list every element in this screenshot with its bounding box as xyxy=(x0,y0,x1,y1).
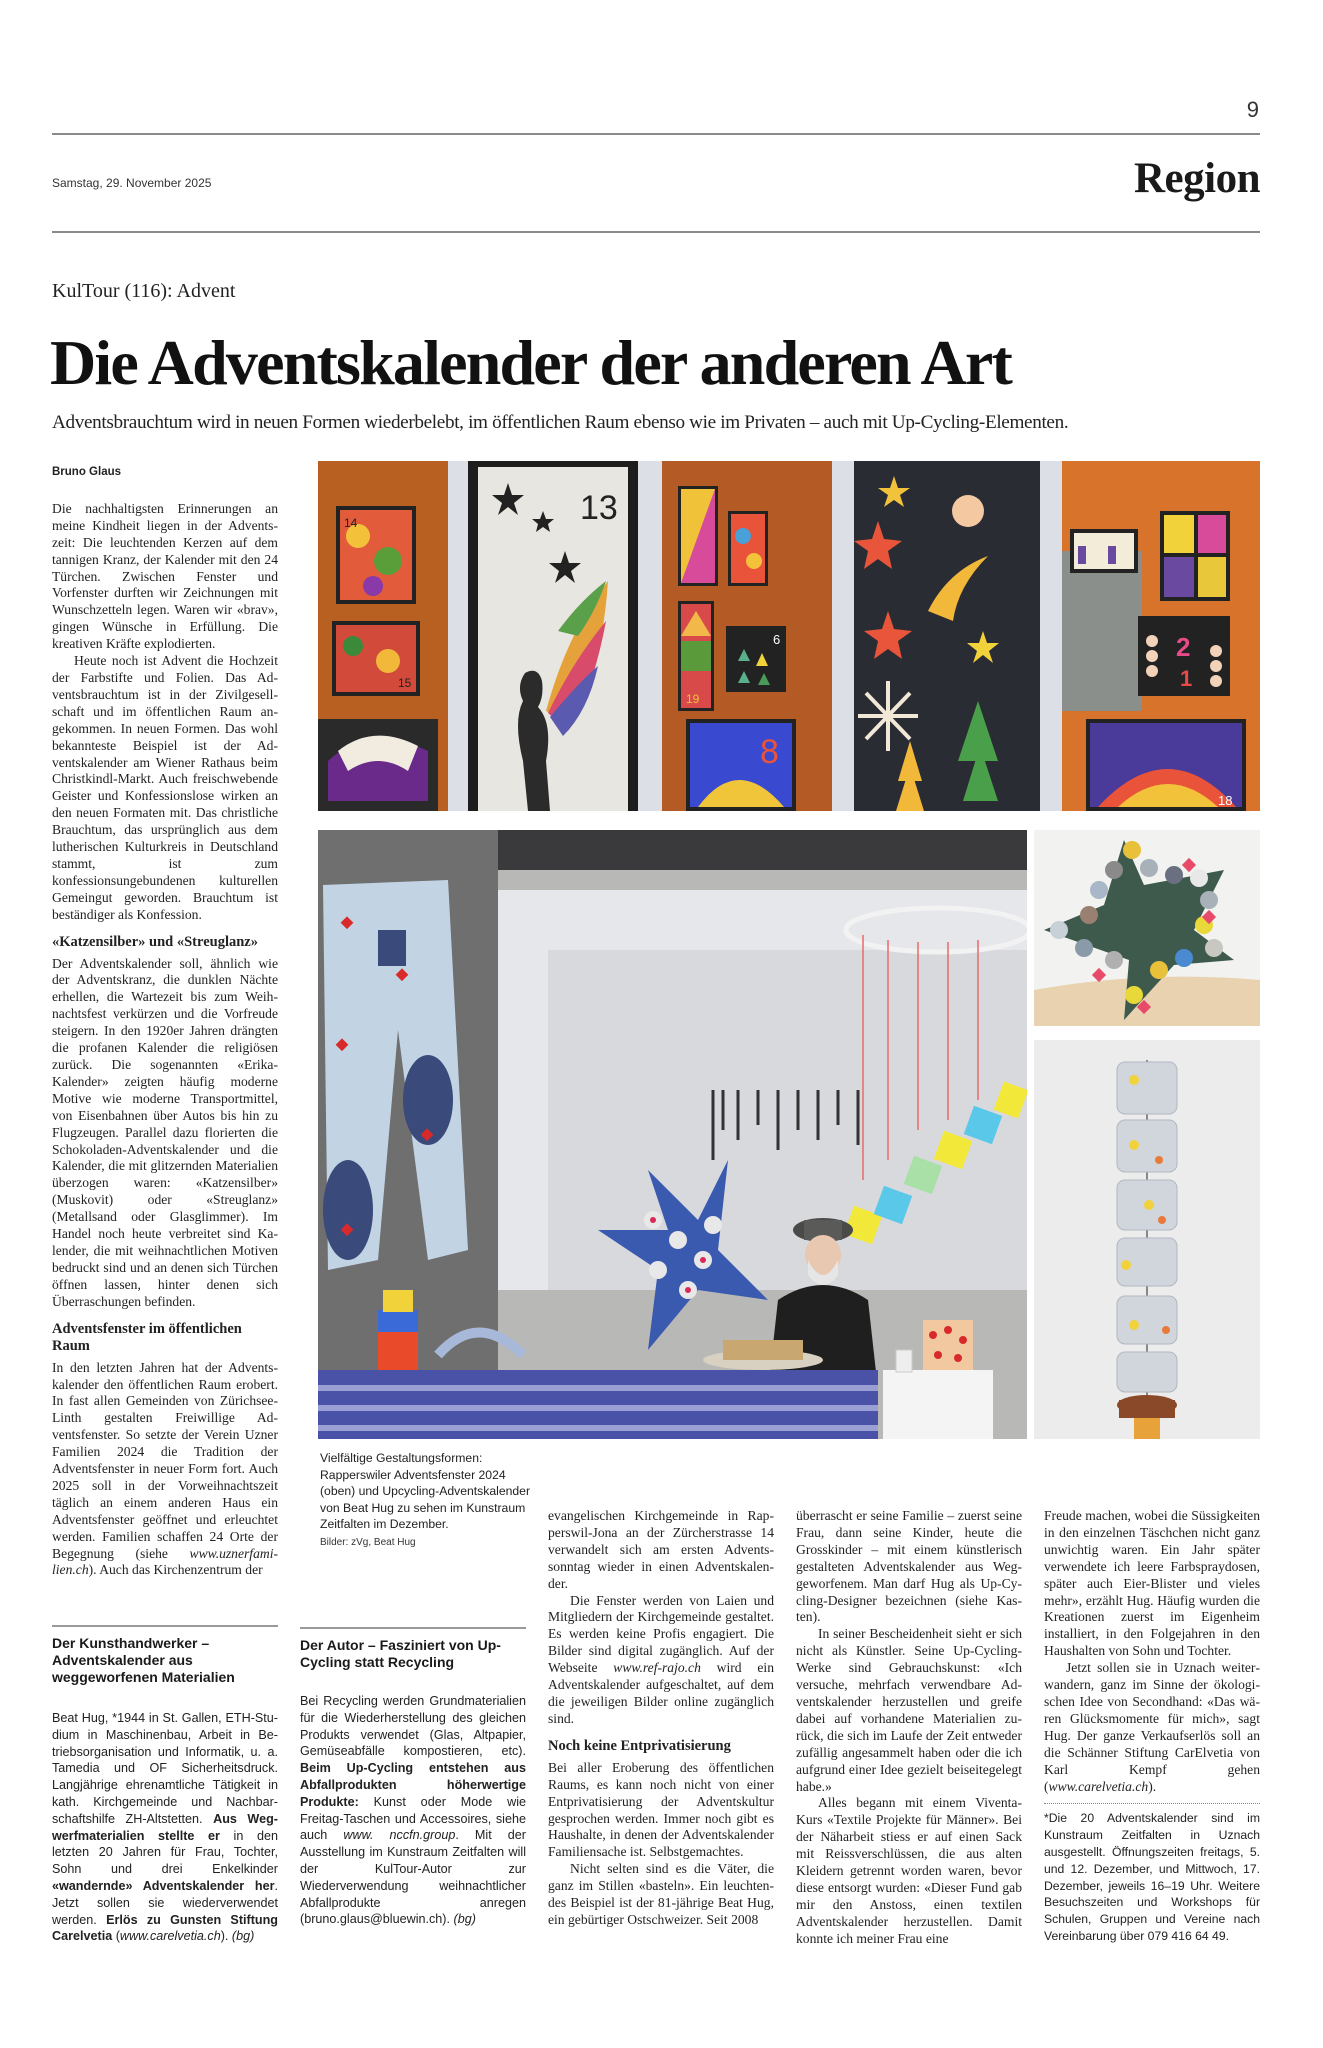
paragraph: Alles begann mit einem Viventa-Kurs «Textile Projekte für Männer». Bei der Näharbeit stiess er auf einen Sack mit Reissverschlüssen, die aus alten Kleidern getrennt worden waren, bevor diese entsorgt wurden: «Dieser Fund gab mir den Anstoss, einen textilen Adventskalender herzustellen. Damit konnte ich meiner Frau eine xyxy=(796,1795,1022,1946)
paragraph: Bei aller Eroberung des öffentlichen Raums, es kann noch nicht von einer Entprivatisierung der Adventskultur gesprochen werden. Immer noch gibt es Haushalte, in denen der Adventskalender Familiensache ist. Selbstgemachtes. xyxy=(548,1759,774,1860)
article-column-5 xyxy=(1044,1508,1260,1945)
text: Beat Hug, *1944 in St. Gallen, ETH-Studium in Maschinenbau, Arbeit in Betriebsorganisation und Informatik, u. a. Tamedia und OF Sicherheitsdruck. Langjährige ehrenamtliche Tätigkeit in kath. Kirchgemeinde und Nachbarschaftshilfe ZH-Altstetten. xyxy=(52,1711,278,1826)
window-number: 1 xyxy=(1180,666,1193,691)
header-rule-top xyxy=(52,133,1260,135)
section-title: Region xyxy=(1134,155,1260,202)
page-number: 9 xyxy=(1246,97,1259,122)
info-box-craftsman xyxy=(52,1625,278,1945)
window-number: 15 xyxy=(398,676,412,690)
text: Bei Recycling werden Grundmaterialien für die Wiederherstellung des gleichen Produkts verwendet (Glas, Altpapier, Gemüseabfälle kompostieren, etc). xyxy=(300,1694,526,1759)
paragraph: In seiner Bescheidenheit sieht er sich nicht als Künstler. Seine Up-Cycling-Werke sind Gebrauchskunst: «Ich versuche, mehrfach verwendbare Adventskalender herzustellen und greife dabei auf vorhandene Materialien zurück, die sich im Laufe der Zeit entweder zufällig angesammelt haben oder die ich aufgrund einer Idee gezielt beiseitegelegt habe.» xyxy=(796,1626,1022,1794)
paragraph xyxy=(548,1593,774,1728)
issue-date: Samstag, 29. November 2025 xyxy=(52,176,212,190)
article-kicker: KulTour (116): Advent xyxy=(52,280,236,302)
text: ( xyxy=(112,1929,120,1944)
link-carelvetia[interactable]: www.carelvetia.ch xyxy=(1048,1778,1149,1794)
window-number: 6 xyxy=(773,632,781,647)
header-rule-bottom xyxy=(52,231,1260,233)
bold-text: Erlös zu Gunsten Stiftung Carelvetia xyxy=(52,1912,278,1944)
author-initials: (bg) xyxy=(453,1912,476,1927)
link-uznerfamilien[interactable]: www.uznerfamilien.ch xyxy=(52,1545,278,1578)
link-nccfn[interactable]: www. nccfn.group xyxy=(343,1828,456,1843)
paragraph: Die nachhaltigsten Erinnerungen an meine Kindheit liegen in der Adventszeit: Die leuchtenden Kerzen auf dem tannigen Kranz, der Kalender mit den 24 Türchen. Zwischen Fenster und Vorfenster durften wir Zeichnungen mit Wunschzetteln legen. Waren wir «brav», gingen Wünsche in Erfüllung. Die kreativen Kräfte explodierten. xyxy=(52,500,278,652)
box-rule xyxy=(52,1625,278,1627)
text: . Mit der Ausstellung im Kunstraum Zeitfalten will der KulTour-Autor zur Wiederverwendung weihnachtlicher Abfallprodukte anregen (bruno.glaus@bluewin.ch). xyxy=(300,1828,526,1927)
subheading: Adventsfenster im öffentlichen Raum xyxy=(52,1320,242,1354)
link-ref-rajo[interactable]: www.ref-rajo.ch xyxy=(613,1660,701,1676)
text: wird ein Adventskalender aufgeschaltet, auf dem die jeweiligen Bilder online zugänglich sind. xyxy=(548,1660,774,1726)
info-box-author xyxy=(300,1627,526,1928)
text: in den letzten 20 Jahren für Frau, Tochter, Sohn und drei Enkelkinder xyxy=(52,1828,278,1877)
paragraph: Der Adventskalender soll, ähnlich wie der Adventskranz, die dunklen Nächte erhellen, die Wartezeit bis zum Weihnachtsfest verkürzen und die Vorfreude steigern. In den 1920er Jahren drängten die profanen Kalender die religiösen zurück. Die sogenannten «Erika-Kalender» zeigten häufig moderne Motive wie moderne Transportmittel, von Eisenbahnen über Autos bis hin zu Flugzeugen. Parallel dazu florierten die Schokoladen-Adventskalender und die Kalender, die mit glitzernden Materialien überzogen waren: «Katzensilber» (Muskovit) oder «Streuglanz» (Metallsand oder Glasglimmer). Im Handel noch heute verbreitet sind Kalender, die mit weihnachtlichen Motiven bedruckt sind und an denen sich Türchen öffnen lassen, hinter denen sich Überraschungen befinden. xyxy=(52,955,278,1309)
window-number: 14 xyxy=(344,516,358,530)
paragraph: Freude machen, wobei die Süssigkeiten in den einzelnen Täschchen nicht ganz unwichtig waren. Ein Jahr später verwendete ich leere Farbspraydosen, später auch Eier-Blister und vieles mehr», erzählt Hug. Häufig wurden die Kreationen zuerst im Eigenheim installiert, in den Folgejahren in den Haushalten von Sohn und Tochter. xyxy=(1044,1508,1260,1659)
subheading: «Katzensilber» und «Streuglanz» xyxy=(52,933,258,950)
paragraph: Heute noch ist Advent die Hochzeit der Farbstifte und Folien. Das Adventsbrauchtum ist in der Zivilgesellschaft und im öffentlichen Raum angekommen. In neuen Formen. Das wohl bekannteste Beispiel ist der Adventskalender am Wiener Rathaus beim Christkindl-Markt. Auch freischwebende Geister und Konfessionslose wirken an den neuen Formaten mit. Das christliche Brauchtum, das ursprünglich aus dem lutherischen Kulturkreis in Deutschland stammt, ist zum konfessionsungebundenen kulturellen Gemeingut geworden. Brauchtum ist beständiger als Konfession. xyxy=(52,653,278,922)
photo-market-stall xyxy=(318,830,1027,1439)
photo-credit: Bilder: zVg, Beat Hug xyxy=(320,1536,416,1548)
photo-star-calendar xyxy=(1034,830,1260,1026)
author-initials: (bg) xyxy=(231,1929,255,1944)
box-title: Der Autor – Fasziniert von Up-Cycling statt Recycling xyxy=(300,1637,501,1670)
window-number: 8 xyxy=(760,733,779,771)
byline: Bruno Glaus xyxy=(52,466,122,478)
photo-caption xyxy=(320,1450,530,1548)
bold-text: Beim Up-Cycling entstehen aus Abfallprodukten höherwertige Produkte: xyxy=(300,1761,526,1809)
window-number: 18 xyxy=(1218,793,1233,808)
window-number: 13 xyxy=(580,489,618,527)
box-text xyxy=(300,1693,526,1928)
box-title: Der Kunsthandwerker – Adventskalender aus weggeworfenen Materialien xyxy=(52,1635,235,1685)
window-number: 19 xyxy=(686,692,700,706)
paragraph xyxy=(52,1360,278,1580)
bold-text: «wandernde» Adventskalender her xyxy=(52,1878,275,1893)
text: Jetzt sollen sie in Uznach weiterwandern, ganz im Sinne der ökologischen Idee von Secondhand: «Das wären Glücksmomente für mich», sagt Hug. Der ganze Verkaufserlös soll an die Schänner Stiftung CarElvetia von Karl Kempf gehen ( xyxy=(1044,1660,1260,1794)
subheading: Noch keine Entprivatisierung xyxy=(548,1737,731,1754)
exhibition-note: *Die 20 Adventskalender sind im Kunstraum Zeitfalten in Uznach ausgestellt. Öffnungszeiten freitags, 5. und 12. Dezember, und Mittwoch, 17. Dezember, jeweils 16–19 Uhr. Weitere Besuchszeiten und Workshops für Schulen, Gruppen und Vereine nach Vereinbarung über 079 416 64 49. xyxy=(1044,1811,1260,1943)
text: ). xyxy=(220,1929,232,1944)
paragraph: Nicht selten sind es die Väter, die ganz im Stillen «basteln». Ein leuchtendes Beispiel ist der 81-jährige Beat Hug, ein gebürtiger Ostschweizer. Seit 2008 xyxy=(548,1861,774,1927)
article-column-1 xyxy=(52,464,278,1579)
bold-text: Aus Wegwerfmaterialien stellte er xyxy=(52,1811,278,1843)
paragraph: evangelischen Kirchgemeinde in Rapperswil-Jona an der Zürcherstrasse 14 verwandelt sich am ersten Adventssonntag wieder in einen Adventskalender. xyxy=(548,1508,774,1591)
photo-tower-calendar xyxy=(1034,1040,1260,1439)
caption-text: Vielfältige Gestaltungsformen: Rapperswiler Adventsfenster 2024 (oben) und Upcycling-Adventskalender von Beat Hug zu sehen im Kunstraum Zeitfalten im Dezember. xyxy=(320,1451,531,1532)
paragraph xyxy=(1044,1660,1260,1795)
article-lead: Adventsbrauchtum wird in neuen Formen wiederbelebt, im öffentlichen Raum ebenso wie im Privaten – auch mit Up-Cycling-Elementen. xyxy=(52,412,1069,433)
text: Die Fenster werden von Laien und Mitgliedern der Kirchgemeinde gestaltet. Es werden keine Profis engagiert. Die Bilder sind digital zugänglich. Auf der Webseite xyxy=(548,1592,774,1676)
window-number: 2 xyxy=(1176,632,1191,662)
photo-advent-windows xyxy=(318,461,1260,811)
text: ). Auch das Kirchenzentrum der xyxy=(88,1562,263,1578)
text: In den letzten Jahren hat der Adventskalender den öffentlichen Raum erobert. In fast allen Gemeinden von Zürichsee-Linth gestalten Freiwillige Adventsfenster. So setzte der Verein Uzner Familien 2024 die Tradition der Adventsfenster in neuer Form fort. Auch 2025 soll in der Vorweihnachtszeit täglich an einem anderen Haus ein Adventsfenster geöffnet und erleuchtet werden. Familien schaffen 24 Orte der Begegnung (siehe xyxy=(52,1359,278,1561)
box-text xyxy=(52,1710,278,1945)
link-carelvetia[interactable]: www.carelvetia.ch xyxy=(119,1929,221,1944)
note-divider xyxy=(1044,1803,1260,1944)
text: ). xyxy=(1148,1778,1157,1794)
box-rule xyxy=(300,1627,526,1629)
article-column-3 xyxy=(548,1508,774,1929)
article-column-4 xyxy=(796,1508,1022,1948)
text: . Jetzt sollen sie wiederverwendet werden. xyxy=(52,1878,278,1927)
paragraph: überrascht er seine Familie – zuerst seine Frau, dann seine Kinder, heute die Grosskinder – mit einem künstlerisch gestalteten Adventskalender aus Weggeworfenem. Man darf Hug als Up-Cycling-Designer bezeichnen (siehe Kasten). xyxy=(796,1508,1022,1625)
text: Kunst oder Mode wie Freitag-Taschen und Accessoires, siehe auch xyxy=(300,1794,526,1843)
article-headline: Die Adventskalender der anderen Art xyxy=(50,327,1012,398)
